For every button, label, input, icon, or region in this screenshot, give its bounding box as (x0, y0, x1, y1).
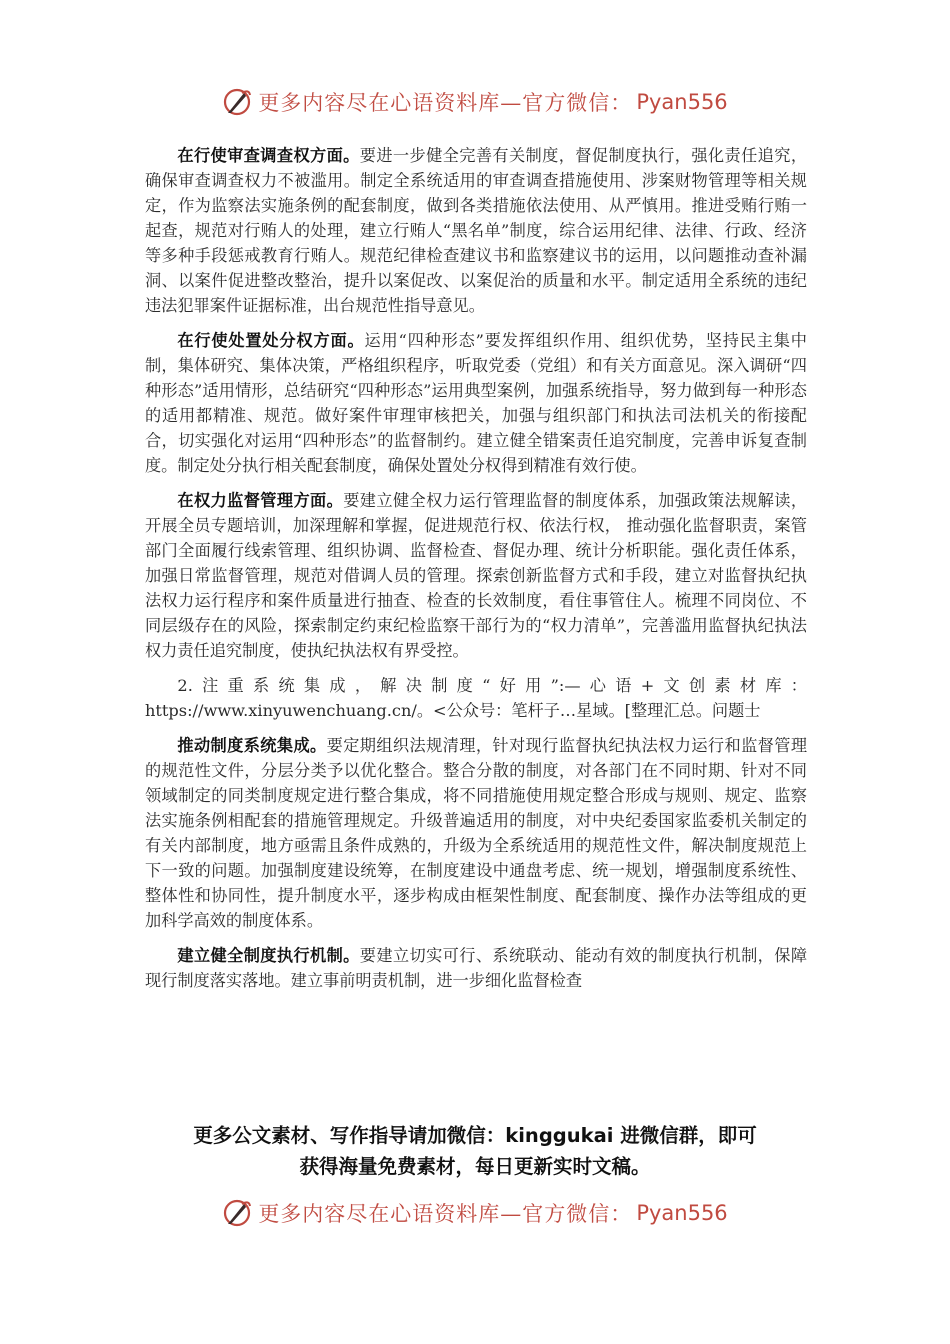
paragraph-heading: 在行使审查调查权方面。 (177, 146, 360, 165)
paragraph-section-2 (145, 673, 807, 723)
promo-line-1: 更多公文素材、写作指导请加微信：kinggukai 进微信群，即可 (193, 1124, 757, 1147)
banner-wechat-id: Pyan556 (636, 1201, 728, 1225)
header-banner (0, 82, 950, 122)
paragraph-execution-mechanism (145, 943, 807, 993)
paragraph-heading: 建立健全制度执行机制。 (177, 946, 360, 965)
paragraph-review-investigation (145, 143, 807, 318)
paragraph-disposal-punishment (145, 328, 807, 478)
paragraph-text: 运用“四种形态”要发挥组织作用、组织优势，坚持民主集中制，集体研究、集体决策，严格组织程序，听取党委（党组）和有关方面意见。深入调研“四种形态”适用情形，总结研究“四种形态”运用典型案例，加强系统指导，努力做到每一种形态的适用都精准、规范。做好案件审理审核把关，加强与组织部门和执法司法机关的衔接配合，切实强化对运用“四种形态”的监督制约。建立健全错案责任追究制度，完善申诉复查制度。制定处分执行相关配套制度，确保处置处分权得到精准有效行使。 (145, 331, 807, 475)
paragraph-heading: 在权力监督管理方面。 (177, 491, 344, 510)
paragraph-system-integration (145, 733, 807, 933)
document-body (145, 143, 807, 1003)
paragraph-text: 要建立切实可行、系统联动、能动有效的制度执行机制，保障现行制度落实落地。建立事前明责机制，进一步细化监督检查 (145, 946, 808, 990)
banner-text: 更多内容尽在心语资料库—官方微信： (258, 1202, 633, 1226)
paragraph-heading: 在行使处置处分权方面。 (177, 331, 365, 350)
promo-line-2: 获得海量免费素材，每日更新实时文稿。 (299, 1155, 651, 1178)
paragraph-heading: 推动制度系统集成。 (177, 736, 327, 755)
banner-text: 更多内容尽在心语资料库—官方微信： (258, 91, 633, 115)
quill-pen-circle-icon (222, 87, 252, 117)
paragraph-text: 2.注重系统集成，解决制度“好用”:—心语+文创素材库：https://www.xinyuwenchuang.cn/。<公众号：笔杆子…星域。[整理汇总。问题士 (145, 676, 807, 720)
paragraph-text: 要进一步健全完善有关制度，督促制度执行，强化责任追究，确保审查调查权力不被滥用。制定全系统适用的审查调查措施使用、涉案财物管理等相关规定，作为监察法实施条例的配套制度，做到各类措施依法使用、从严慎用。推进受贿行贿一起查，规范对行贿人的处理，建立行贿人“黑名单”制度，综合运用纪律、法律、行政、经济等多种手段惩戒教育行贿人。规范纪律检查建议书和监察建议书的运用，以问题推动查补漏洞、以案件促进整改整治，提升以案促改、以案促治的质量和水平。制定适用全系统的违纪违法犯罪案件证据标准，出台规范性指导意见。 (145, 146, 808, 315)
paragraph-power-supervision (145, 488, 807, 663)
banner-wechat-id: Pyan556 (636, 90, 728, 114)
paragraph-text: 要建立健全权力运行管理监督的制度体系，加强政策法规解读，开展全员专题培训，加深理解和掌握，促进规范行权、依法行权， 推动强化监督职责，案管部门全面履行线索管理、组织协调、监督检查、督促办理、统计分析职能。强化责任体系，加强日常监督管理，规范对借调人员的管理。探索创新监督方式和手段，建立对监督执纪执法权力运行程序和案件质量进行抽查、检查的长效制度，看住事管住人。梳理不同岗位、不同层级存在的风险，探索制定约束纪检监察干部行为的“权力清单”，完善滥用监督执纪执法权力责任追究制度，使执纪执法权有界受控。 (145, 491, 808, 660)
promo-notice (60, 1120, 890, 1182)
quill-pen-circle-icon (222, 1198, 252, 1228)
paragraph-text: 要定期组织法规清理，针对现行监督执纪执法权力运行和监督管理的规范性文件，分层分类予以优化整合。整合分散的制度，对各部门在不同时期、针对不同领域制定的同类制度规定进行整合集成，将不同措施使用规定整合形成与规则、规定、监察法实施条例相配套的措施管理规定。升级普遍适用的制度，对中央纪委国家监委机关制定的有关内部制度，地方亟需且条件成熟的，升级为全系统适用的规范性文件，解决制度规范上下一致的问题。加强制度建设统筹，在制度建设中通盘考虑、统一规划，增强制度系统性、整体性和协同性，提升制度水平，逐步构成由框架性制度、配套制度、操作办法等组成的更加科学高效的制度体系。 (145, 736, 808, 930)
footer-banner (0, 1193, 950, 1233)
